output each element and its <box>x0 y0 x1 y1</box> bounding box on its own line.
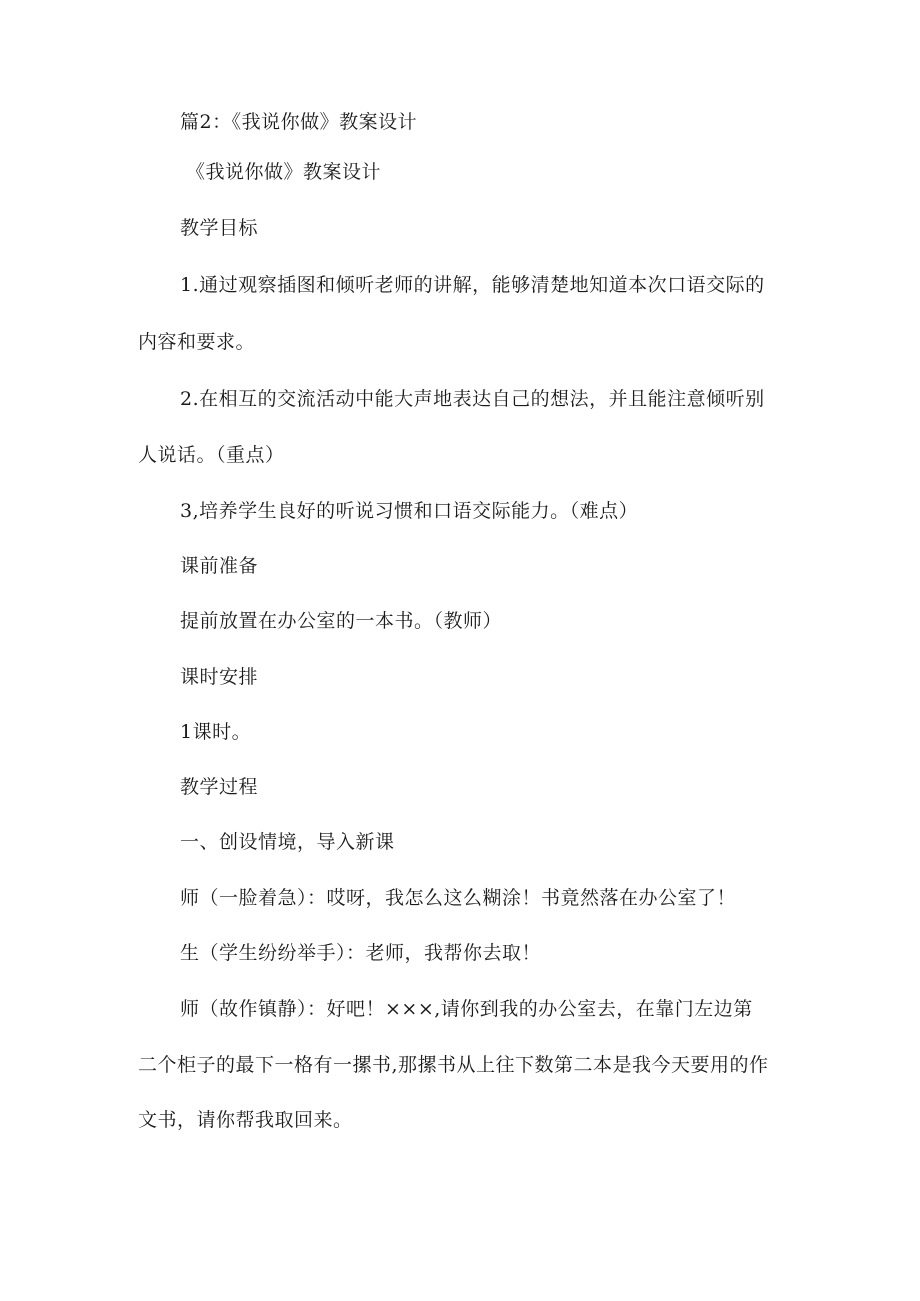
prep-heading: 课前准备 <box>180 555 259 577</box>
goal-2-line-2: 人说话。（重点） <box>138 444 285 466</box>
goals-heading: 教学目标 <box>180 217 259 239</box>
dialog-line-1: 师（一脸着急）：哎呀，我怎么这么糊涂！书竟然落在办公室了！ <box>180 887 737 909</box>
schedule-heading: 课时安排 <box>180 666 259 688</box>
goal-2-line-1: 2.在相互的交流活动中能大声地表达自己的想法，并且能注意倾听别 <box>180 388 765 410</box>
goal-1-line-2: 内容和要求。 <box>138 331 256 353</box>
process-heading: 教学过程 <box>180 776 259 798</box>
section-title: 篇2：《我说你做》教案设计 <box>180 111 418 133</box>
doc-title: 《我说你做》教案设计 <box>186 161 382 183</box>
prep-text: 提前放置在办公室的一本书。（教师） <box>180 610 503 632</box>
dialog-line-3c: 文书，请你帮我取回来。 <box>138 1109 353 1131</box>
step-1-heading: 一、创设情境，导入新课 <box>180 831 395 853</box>
dialog-line-2: 生（学生纷纷举手）：老师，我帮你去取！ <box>180 942 542 964</box>
goal-1-line-1: 1.通过观察插图和倾听老师的讲解，能够清楚地知道本次口语交际的 <box>180 274 765 296</box>
dialog-line-3b: 二个柜子的最下一格有一摞书,那摞书从上往下数第二本是我今天要用的作 <box>138 1054 769 1076</box>
goal-3: 3,培养学生良好的听说习惯和口语交际能力。（难点） <box>180 500 639 522</box>
schedule-text: 1课时。 <box>180 721 252 743</box>
dialog-line-3a: 师（故作镇静）：好吧！×××,请你到我的办公室去，在靠门左边第 <box>180 998 753 1020</box>
